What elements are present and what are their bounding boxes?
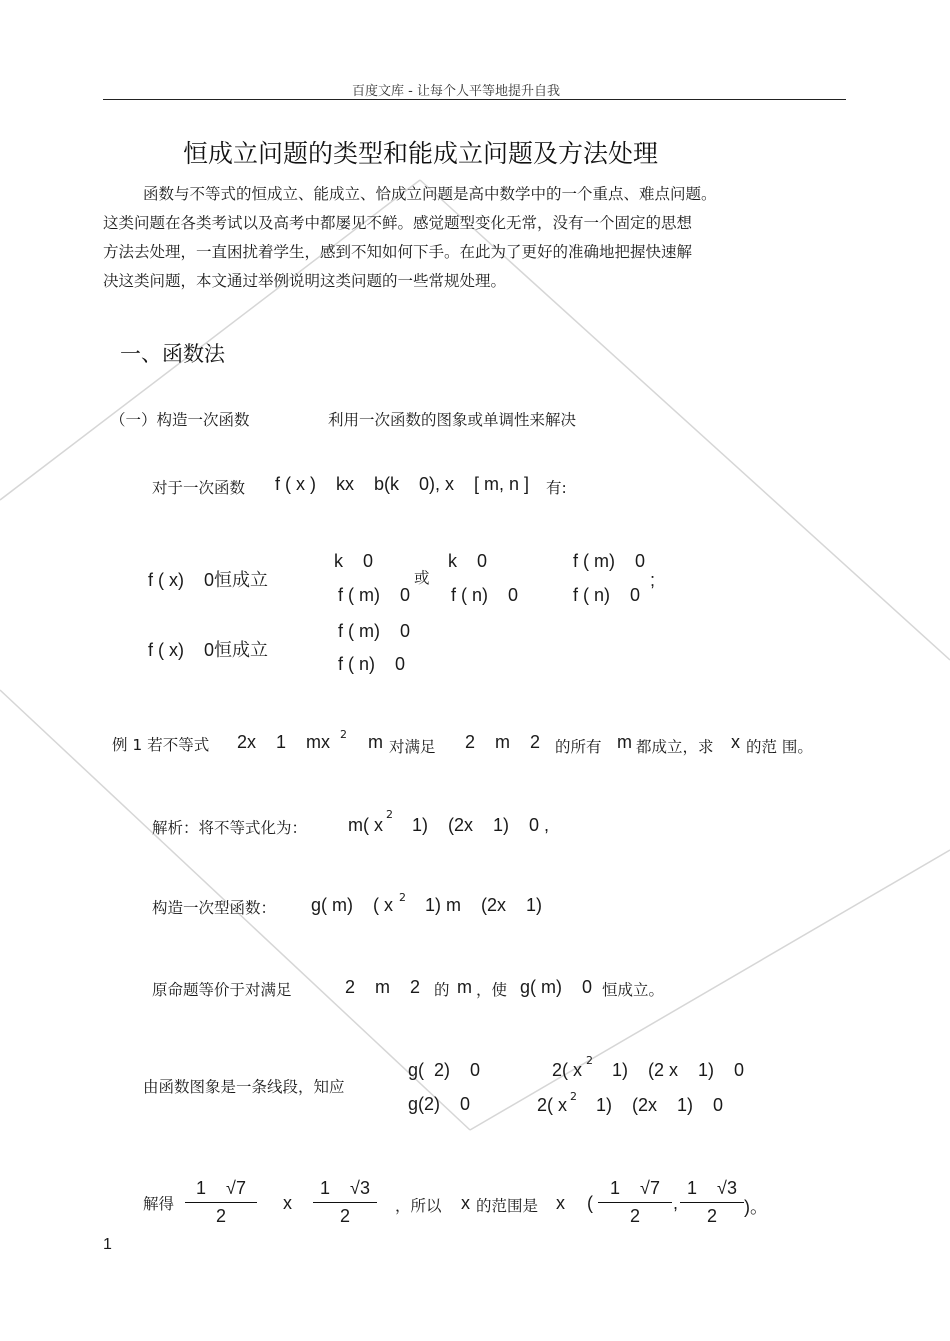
page-header: 百度文库 - 让每个人平等地提升自我: [352, 84, 560, 99]
cond1-lhs: f ( x) 0恒成立: [148, 570, 269, 590]
step4-e2sup: 2: [570, 1090, 577, 1103]
step2-expr-a: g( m) ( x: [311, 895, 393, 915]
step3-g: g( m) 0: [520, 977, 593, 997]
example1-expr2: m: [368, 732, 383, 752]
cond1-a2: f ( m) 0: [338, 585, 410, 605]
step3-range: 2 m 2: [345, 977, 421, 997]
fraction-denominator: 2: [629, 1206, 640, 1226]
fraction-denominator: 2: [706, 1206, 717, 1226]
solve-fraction-4: [680, 1178, 744, 1227]
solve-label: 解得: [143, 1195, 175, 1213]
step3-m: m: [457, 977, 472, 997]
example1-expr: 2x 1 mx: [237, 732, 331, 752]
fraction-bar: [598, 1202, 672, 1203]
cond2-a2: f ( n) 0: [338, 654, 406, 674]
cond1-b2: f ( n) 0: [451, 585, 519, 605]
example1-t4: 的范 围。: [746, 738, 813, 756]
solve-fraction-1: [185, 1178, 257, 1227]
step4-e1a: 2( x: [552, 1060, 583, 1080]
fraction-denominator: 2: [215, 1206, 226, 1226]
cond1-end: ;: [650, 570, 656, 590]
fraction-bar: [313, 1202, 377, 1203]
step3-t2: ，使: [476, 981, 508, 999]
step1-label: 解析：将不等式化为：: [152, 819, 308, 837]
solve-fraction-2: [313, 1178, 377, 1227]
solve-close: )。: [744, 1197, 768, 1217]
cond1-c1: f ( m) 0: [573, 551, 645, 571]
fraction-bar: [185, 1202, 257, 1203]
solve-t2: 的范围是: [476, 1197, 539, 1215]
cond2-a1: f ( m) 0: [338, 621, 410, 641]
example1-t2: 的所有: [555, 738, 602, 756]
step4-label: 由函数图象是一条线段，知应: [143, 1078, 345, 1096]
step1-expr-a: m( x: [348, 815, 383, 835]
linear-have: 有:: [546, 479, 567, 497]
step1-expr-b: 1) (2x 1) 0 ,: [412, 815, 550, 835]
cond1-b1: k 0: [448, 551, 488, 571]
example1-m: m: [617, 732, 632, 752]
document-title: 恒成立问题的类型和能成立问题及方法处理: [183, 139, 659, 168]
linear-intro: 对于一次函数: [152, 479, 246, 497]
section-heading: 一、函数法: [120, 342, 225, 366]
step1-sup: 2: [386, 808, 393, 821]
fraction-numerator: 1 √7: [610, 1178, 660, 1198]
step2-label: 构造一次型函数：: [152, 899, 277, 917]
step4-g2: g(2) 0: [408, 1094, 471, 1114]
cond1-a1: k 0: [334, 551, 374, 571]
step3-label: 原命题等价于对满足: [152, 981, 292, 999]
example1-x: x: [731, 732, 740, 752]
fraction-bar: [680, 1202, 744, 1203]
solve-fraction-3: [598, 1178, 672, 1227]
solve-t1: ，所以: [395, 1197, 442, 1215]
cond1-c2: f ( n) 0: [573, 585, 641, 605]
example1-range: 2 m 2: [465, 732, 541, 752]
solve-open: (: [587, 1193, 593, 1213]
solve-x2: x: [461, 1193, 470, 1213]
solve-x: x: [283, 1193, 292, 1213]
step4-e2b: 1) (2x 1) 0: [596, 1095, 724, 1115]
fraction-numerator: 1 √3: [687, 1178, 737, 1198]
example1-label: 例 1 若不等式: [112, 736, 210, 754]
page-number: 1: [103, 1236, 112, 1253]
cond1-or: 或: [414, 569, 430, 587]
linear-formula: f ( x ) kx b(k 0), x [ m, n ]: [275, 474, 530, 494]
step2-sup: 2: [399, 891, 406, 904]
intro-line-2: 这类问题在各类考试以及高考中都屡见不鲜。感觉题型变化无常，没有一个固定的思想: [103, 214, 693, 232]
intro-line-4: 决这类问题，本文通过举例说明这类问题的一些常规处理。: [103, 272, 507, 290]
example1-t3: 都成立，求: [636, 738, 714, 756]
header-rule: [103, 99, 846, 100]
step3-t3: 恒成立。: [602, 981, 665, 999]
fraction-numerator: 1 √7: [196, 1178, 246, 1198]
step4-g1: g( 2) 0: [408, 1060, 481, 1080]
example1-t1: 对满足: [389, 738, 436, 756]
cond2-lhs: f ( x) 0恒成立: [148, 640, 269, 660]
intro-line-3: 方法去处理，一直困扰着学生，感到不知如何下手。在此为了更好的准确地把握快速解: [103, 243, 693, 261]
intro-line-1: 函数与不等式的恒成立、能成立、恰成立问题是高中数学中的一个重点、难点问题。: [143, 185, 717, 203]
fraction-denominator: 2: [339, 1206, 350, 1226]
subsection-desc: 利用一次函数的图象或单调性来解决: [328, 411, 577, 429]
step3-t1: 的: [434, 981, 450, 999]
fraction-numerator: 1 √3: [320, 1178, 370, 1198]
example1-sup: 2: [340, 728, 347, 741]
step4-e2a: 2( x: [537, 1095, 568, 1115]
solve-x3: x: [556, 1193, 565, 1213]
step4-e1sup: 2: [586, 1054, 593, 1067]
step4-e1b: 1) (2 x 1) 0: [612, 1060, 745, 1080]
step2-expr-b: 1) m (2x 1): [425, 895, 543, 915]
subsection-label: （一）构造一次函数: [110, 411, 250, 429]
solve-comma: ,: [673, 1193, 679, 1213]
